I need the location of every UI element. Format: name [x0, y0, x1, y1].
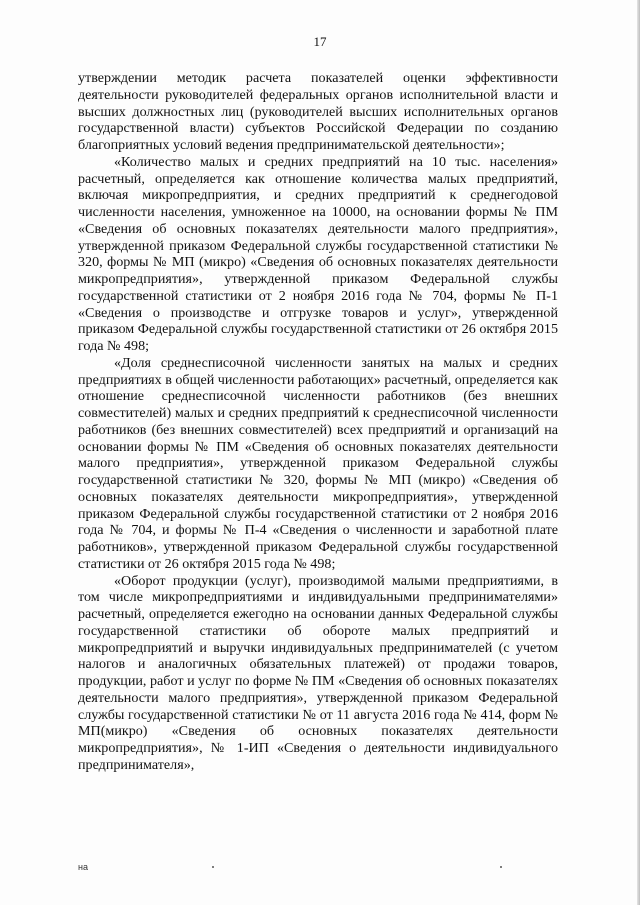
- footer-mark: на: [78, 862, 88, 872]
- paragraph-small-medium-enterprises-count: «Количество малых и средних предприятий на 10 тыс. населения» расчетный, определяется как отношение количества малых предприятий, включая микропредприятия, и средних предприятий к среднегодовой численности населения, умноженное на 10000, на основании формы № ПМ «Сведения об основных показателях деятельности малого предприятия», утвержденной приказом Федеральной службы государственной статистики № 320, формы № МП (микро) «Сведения об основных показателях деятельности микропредприятия», утвержденной приказом Федеральной службы государственной статистики от 2 ноября 2016 года № 704, формы № П-1 «Сведения о производстве и отгрузке товаров и услуг», утвержденной приказом Федеральной службы государственной статистики от 26 октября 2015 года № 498;: [78, 153, 558, 354]
- paragraph-continuation: утверждении методик расчета показателей оценки эффективности деятельности руководителей федеральных органов исполнительной власти и высших должностных лиц (руководителей высших исполнительных органов государственной власти) субъектов Российской Федерации по созданию благоприятных условий ведения предпринимательской деятельности»;: [78, 70, 558, 153]
- scan-speck: [500, 866, 502, 868]
- paragraph-turnover: «Оборот продукции (услуг), производимой малыми предприятиями, в том числе микропредприятиями и индивидуальными предпринимателями» расчетный, определяется ежегодно на основании данных Федеральной службы государственной статистики об обороте малых предприятий и микропредприятий и выручки индивидуальных предпринимателей (с учетом налогов и аналогичных обязательных платежей) от продажи товаров, продукции, работ и услуг по форме № ПМ «Сведения об основных показателях деятельности малого предприятия», утвержденной приказом Федеральной службы государственной статистики № от 11 августа 2016 года № 414, форм № МП(микро) «Сведения об основных показателях деятельности микропредприятия», № 1-ИП «Сведения о деятельности индивидуального предпринимателя»,: [78, 572, 558, 773]
- document-body: [78, 70, 558, 774]
- scan-speck: [212, 866, 214, 868]
- page-number: 17: [313, 34, 327, 49]
- paragraph-employment-share: «Доля среднесписочной численности занятых на малых и средних предприятиях в общей численности работающих» расчетный, определяется как отношение среднесписочной численности работников (без внешних совместителей) малых и средних предприятий к среднесписочной численности работников (без внешних совместителей) всех предприятий и организаций на основании формы № ПМ «Сведения об основных показателях деятельности малого предприятия», утвержденной приказом Федеральной службы государственной статистики № 320, формы № МП (микро) «Сведения об основных показателях деятельности микропредприятия», утвержденной приказом Федеральной службы государственной статистики от 2 ноября 2016 года № 704, и формы № П-4 «Сведения о численности и заработной плате работников», утвержденной приказом Федеральной службы государственной статистики от 26 октября 2015 года № 498;: [78, 354, 558, 572]
